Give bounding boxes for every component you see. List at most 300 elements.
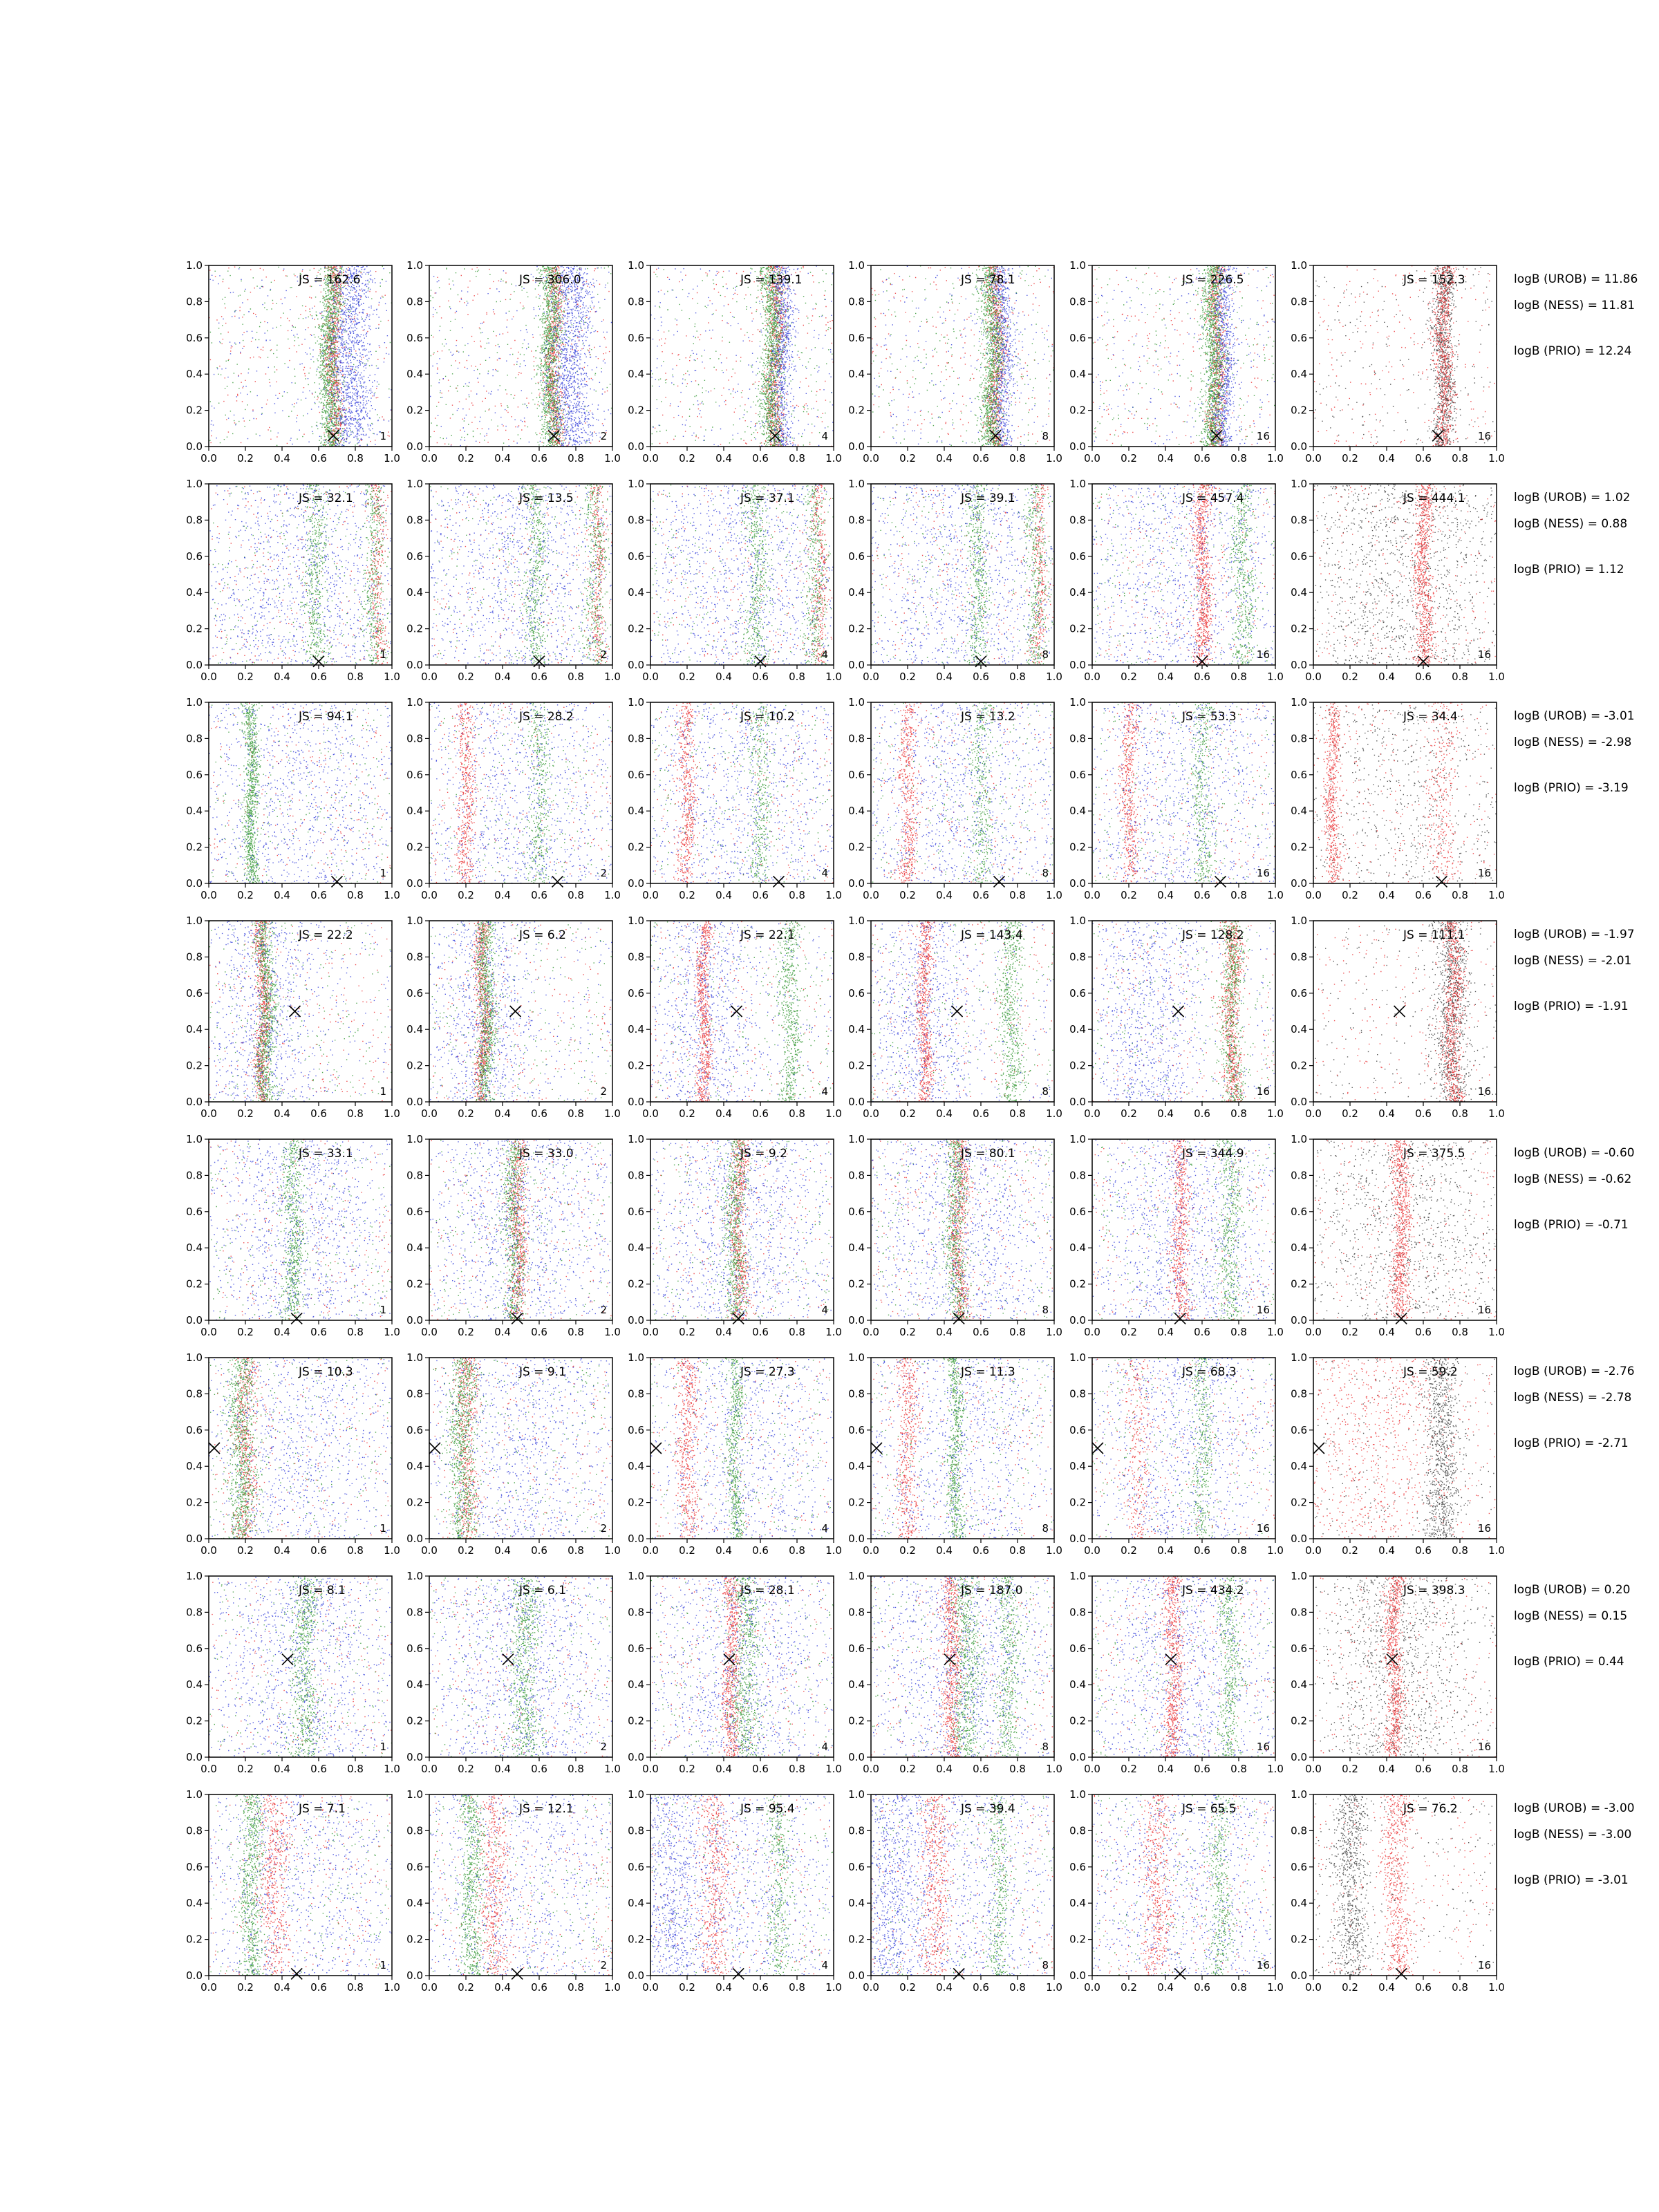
js-divergence-label: JS = 187.0 xyxy=(961,1584,1023,1597)
x-tick-label: 1.0 xyxy=(1267,1107,1284,1120)
panel-count-label: 2 xyxy=(600,1741,607,1753)
y-tick-label: 0.2 xyxy=(628,1933,644,1946)
x-tick-label: 0.2 xyxy=(679,671,695,683)
x-tick-label: 0.4 xyxy=(715,1326,732,1338)
y-tick-label: 0.2 xyxy=(1291,1714,1307,1727)
x-tick-label: 0.0 xyxy=(1084,1326,1100,1338)
y-tick-label: 0.6 xyxy=(1069,550,1086,563)
y-tick-label: 0.8 xyxy=(1069,1606,1086,1619)
panel-count-label: 4 xyxy=(821,1741,828,1753)
panel-background xyxy=(871,1139,1054,1320)
y-tick-label: 1.0 xyxy=(406,696,423,709)
y-tick-label: 0.4 xyxy=(186,1023,203,1036)
y-tick-label: 0.0 xyxy=(406,1096,423,1108)
y-tick-label: 0.4 xyxy=(406,368,423,381)
x-tick-label: 1.0 xyxy=(1046,1544,1062,1557)
y-tick-label: 0.2 xyxy=(1291,1496,1307,1509)
panel xyxy=(406,478,621,683)
x-tick-label: 0.0 xyxy=(421,1326,438,1338)
x-tick-label: 0.6 xyxy=(1415,1763,1432,1775)
y-tick-label: 0.8 xyxy=(628,732,644,745)
js-divergence-label: JS = 37.1 xyxy=(740,491,795,505)
log-bayes-factor-label: logB (NESS) = 0.15 xyxy=(1514,1609,1628,1623)
y-tick-label: 0.6 xyxy=(406,331,423,344)
y-tick-label: 0.2 xyxy=(848,1714,865,1727)
panel xyxy=(406,696,621,901)
y-tick-label: 0.2 xyxy=(186,1714,203,1727)
y-tick-label: 0.2 xyxy=(1069,1933,1086,1946)
y-tick-label: 0.0 xyxy=(628,440,644,453)
js-divergence-label: JS = 9.2 xyxy=(740,1147,787,1161)
x-tick-label: 0.0 xyxy=(1305,1326,1322,1338)
x-tick-label: 0.8 xyxy=(347,1763,364,1775)
log-bayes-factor-label: logB (PRIO) = -3.19 xyxy=(1514,781,1629,795)
x-tick-label: 0.6 xyxy=(973,452,989,465)
y-tick-label: 0.6 xyxy=(848,331,865,344)
x-tick-label: 1.0 xyxy=(825,1763,842,1775)
y-tick-label: 0.8 xyxy=(186,732,203,745)
x-tick-label: 1.0 xyxy=(1267,1763,1284,1775)
log-bayes-factor-label: logB (UROB) = 1.02 xyxy=(1514,491,1631,505)
panel xyxy=(406,259,621,465)
x-tick-label: 0.2 xyxy=(1121,1981,1137,1994)
y-tick-label: 0.4 xyxy=(848,1678,865,1691)
x-tick-label: 0.0 xyxy=(421,1107,438,1120)
x-tick-label: 0.6 xyxy=(1415,452,1432,465)
js-divergence-label: JS = 13.2 xyxy=(961,710,1015,724)
x-tick-label: 0.4 xyxy=(274,1326,290,1338)
x-tick-label: 1.0 xyxy=(1488,1107,1505,1120)
y-tick-label: 0.2 xyxy=(628,1059,644,1072)
x-tick-label: 0.2 xyxy=(1121,1326,1137,1338)
panel-count-label: 8 xyxy=(1042,648,1049,661)
y-tick-label: 0.4 xyxy=(1291,368,1307,381)
x-tick-label: 0.2 xyxy=(679,1544,695,1557)
panel-count-label: 16 xyxy=(1256,1085,1270,1098)
y-tick-label: 0.8 xyxy=(186,1387,203,1400)
y-tick-label: 0.0 xyxy=(1291,1314,1307,1327)
x-tick-label: 0.6 xyxy=(752,671,769,683)
y-tick-label: 1.0 xyxy=(186,478,203,490)
x-tick-label: 1.0 xyxy=(825,1981,842,1994)
panel xyxy=(1069,1570,1284,1775)
x-tick-label: 0.6 xyxy=(752,1981,769,1994)
x-tick-label: 0.0 xyxy=(200,1763,217,1775)
y-tick-label: 0.6 xyxy=(1291,1860,1307,1873)
y-tick-label: 0.6 xyxy=(1069,1642,1086,1655)
y-tick-label: 0.4 xyxy=(186,1241,203,1255)
x-tick-label: 0.4 xyxy=(1157,1107,1174,1120)
panel xyxy=(1291,696,1505,901)
y-tick-label: 0.4 xyxy=(1291,1897,1307,1910)
x-tick-label: 0.4 xyxy=(715,452,732,465)
x-tick-label: 0.4 xyxy=(274,889,290,901)
y-tick-label: 0.6 xyxy=(628,1205,644,1218)
panel-background xyxy=(209,484,392,665)
x-tick-label: 1.0 xyxy=(1267,889,1284,901)
y-tick-label: 1.0 xyxy=(1069,915,1086,927)
y-tick-label: 0.8 xyxy=(848,1824,865,1837)
js-divergence-label: JS = 139.1 xyxy=(740,273,803,287)
x-tick-label: 0.4 xyxy=(1378,452,1395,465)
log-bayes-factor-label: logB (NESS) = 11.81 xyxy=(1514,299,1635,312)
y-tick-label: 1.0 xyxy=(406,1570,423,1582)
y-tick-label: 0.0 xyxy=(628,1969,644,1982)
y-tick-label: 0.8 xyxy=(1069,295,1086,308)
x-tick-label: 0.8 xyxy=(789,1763,805,1775)
x-tick-label: 0.2 xyxy=(458,1326,474,1338)
x-tick-label: 0.6 xyxy=(1415,1544,1432,1557)
y-tick-label: 0.2 xyxy=(186,1277,203,1291)
x-tick-label: 0.0 xyxy=(1084,889,1100,901)
y-tick-label: 0.4 xyxy=(628,805,644,818)
x-tick-label: 0.8 xyxy=(1452,889,1468,901)
y-tick-label: 0.0 xyxy=(406,1751,423,1763)
panel-background xyxy=(871,265,1054,447)
panel xyxy=(848,1788,1062,1994)
log-bayes-factor-label: logB (UROB) = -3.00 xyxy=(1514,1801,1635,1815)
panel-background xyxy=(871,1358,1054,1539)
x-tick-label: 1.0 xyxy=(1046,452,1062,465)
x-tick-label: 0.0 xyxy=(863,452,879,465)
log-bayes-factor-label: logB (UROB) = -1.97 xyxy=(1514,928,1635,941)
y-tick-label: 0.2 xyxy=(406,1496,423,1509)
panel-count-label: 16 xyxy=(1256,867,1270,879)
x-tick-label: 0.2 xyxy=(1342,1981,1358,1994)
y-tick-label: 1.0 xyxy=(848,696,865,709)
x-tick-label: 0.4 xyxy=(1157,671,1174,683)
y-tick-label: 0.0 xyxy=(848,1314,865,1327)
x-tick-label: 0.0 xyxy=(1084,452,1100,465)
y-tick-label: 1.0 xyxy=(848,1133,865,1145)
x-tick-label: 0.4 xyxy=(936,1981,953,1994)
y-tick-label: 0.4 xyxy=(1069,368,1086,381)
x-tick-label: 0.6 xyxy=(973,1763,989,1775)
x-tick-label: 0.4 xyxy=(715,1981,732,1994)
y-tick-label: 1.0 xyxy=(1291,696,1307,709)
js-divergence-label: JS = 7.1 xyxy=(299,1802,346,1816)
js-divergence-label: JS = 65.5 xyxy=(1182,1802,1237,1816)
x-tick-label: 0.4 xyxy=(1157,1544,1174,1557)
x-tick-label: 0.0 xyxy=(200,889,217,901)
y-tick-label: 0.8 xyxy=(406,1169,423,1182)
panel xyxy=(1291,915,1505,1120)
x-tick-label: 0.0 xyxy=(1305,671,1322,683)
x-tick-label: 0.0 xyxy=(642,1107,659,1120)
y-tick-label: 0.0 xyxy=(848,659,865,671)
x-tick-label: 0.2 xyxy=(899,1107,916,1120)
y-tick-label: 0.4 xyxy=(848,586,865,599)
y-tick-label: 1.0 xyxy=(186,1788,203,1801)
x-tick-label: 0.4 xyxy=(274,1763,290,1775)
js-divergence-label: JS = 39.4 xyxy=(961,1802,1015,1816)
y-tick-label: 0.0 xyxy=(1291,877,1307,890)
log-bayes-factor-label: logB (UROB) = -0.60 xyxy=(1514,1146,1635,1160)
panel-background xyxy=(871,484,1054,665)
js-divergence-label: JS = 6.1 xyxy=(519,1584,566,1597)
x-tick-label: 0.8 xyxy=(568,1763,584,1775)
x-tick-label: 0.6 xyxy=(973,1326,989,1338)
y-tick-label: 0.0 xyxy=(628,659,644,671)
js-divergence-label: JS = 10.2 xyxy=(740,710,795,724)
x-tick-label: 0.0 xyxy=(421,1544,438,1557)
x-tick-label: 0.0 xyxy=(200,452,217,465)
y-tick-label: 0.6 xyxy=(848,768,865,781)
x-tick-label: 0.2 xyxy=(237,1544,254,1557)
y-tick-label: 0.6 xyxy=(1291,1205,1307,1218)
y-tick-label: 0.0 xyxy=(186,1096,203,1108)
panel-count-label: 16 xyxy=(1477,1304,1491,1316)
panel-count-label: 16 xyxy=(1477,430,1491,442)
js-divergence-label: JS = 8.1 xyxy=(299,1584,346,1597)
y-tick-label: 0.6 xyxy=(848,550,865,563)
panel-count-label: 16 xyxy=(1256,1522,1270,1535)
y-tick-label: 0.0 xyxy=(628,1751,644,1763)
js-divergence-label: JS = 398.3 xyxy=(1403,1584,1465,1597)
y-tick-label: 0.8 xyxy=(628,950,644,964)
x-tick-label: 0.2 xyxy=(237,1326,254,1338)
x-tick-label: 0.6 xyxy=(973,1981,989,1994)
x-tick-label: 0.2 xyxy=(458,671,474,683)
y-tick-label: 0.2 xyxy=(848,622,865,635)
x-tick-label: 0.6 xyxy=(531,452,547,465)
js-divergence-label: JS = 434.2 xyxy=(1182,1584,1244,1597)
y-tick-label: 1.0 xyxy=(186,696,203,709)
y-tick-label: 0.6 xyxy=(186,1205,203,1218)
x-tick-label: 0.4 xyxy=(494,1981,511,1994)
x-tick-label: 1.0 xyxy=(1267,452,1284,465)
y-tick-label: 0.4 xyxy=(186,1678,203,1691)
y-tick-label: 0.2 xyxy=(186,1059,203,1072)
y-tick-label: 0.6 xyxy=(1291,1642,1307,1655)
x-tick-label: 0.0 xyxy=(863,1981,879,1994)
y-tick-label: 0.4 xyxy=(848,805,865,818)
panel xyxy=(628,259,842,465)
y-tick-label: 0.0 xyxy=(848,1096,865,1108)
x-tick-label: 0.8 xyxy=(1452,1763,1468,1775)
x-tick-label: 0.8 xyxy=(789,452,805,465)
x-tick-label: 0.6 xyxy=(752,1107,769,1120)
js-divergence-label: JS = 143.4 xyxy=(961,928,1023,942)
panel-count-label: 16 xyxy=(1256,1304,1270,1316)
y-tick-label: 1.0 xyxy=(1069,1133,1086,1145)
y-tick-label: 0.4 xyxy=(186,1897,203,1910)
x-tick-label: 0.0 xyxy=(863,1326,879,1338)
y-tick-label: 0.8 xyxy=(406,950,423,964)
js-divergence-label: JS = 22.2 xyxy=(299,928,353,942)
y-tick-label: 0.8 xyxy=(1291,1169,1307,1182)
x-tick-label: 0.8 xyxy=(347,1326,364,1338)
y-tick-label: 1.0 xyxy=(186,1570,203,1582)
x-tick-label: 0.0 xyxy=(1084,1107,1100,1120)
x-tick-label: 1.0 xyxy=(604,889,621,901)
x-tick-label: 0.8 xyxy=(1230,1326,1247,1338)
y-tick-label: 0.6 xyxy=(406,1205,423,1218)
x-tick-label: 0.8 xyxy=(789,889,805,901)
x-tick-label: 1.0 xyxy=(384,889,400,901)
y-tick-label: 1.0 xyxy=(186,915,203,927)
panel-count-label: 16 xyxy=(1477,648,1491,661)
panel-background xyxy=(429,1358,612,1539)
y-tick-label: 0.8 xyxy=(406,514,423,527)
y-tick-label: 0.2 xyxy=(1069,404,1086,417)
y-tick-label: 0.0 xyxy=(406,1533,423,1545)
x-tick-label: 0.8 xyxy=(1452,452,1468,465)
log-bayes-factor-label: logB (NESS) = -0.62 xyxy=(1514,1172,1632,1186)
x-tick-label: 1.0 xyxy=(1488,452,1505,465)
y-tick-label: 0.4 xyxy=(628,586,644,599)
y-tick-label: 0.8 xyxy=(186,295,203,308)
x-tick-label: 0.4 xyxy=(936,452,953,465)
x-tick-label: 1.0 xyxy=(1488,1326,1505,1338)
y-tick-label: 1.0 xyxy=(628,696,644,709)
js-divergence-label: JS = 80.1 xyxy=(961,1147,1015,1161)
panel-background xyxy=(1092,1794,1275,1976)
x-tick-label: 0.0 xyxy=(1084,1981,1100,1994)
js-divergence-label: JS = 162.6 xyxy=(299,273,361,287)
y-tick-label: 0.0 xyxy=(1069,877,1086,890)
panel-count-label: 4 xyxy=(821,1522,828,1535)
x-tick-label: 1.0 xyxy=(825,1326,842,1338)
y-tick-label: 0.4 xyxy=(186,368,203,381)
panel-count-label: 2 xyxy=(600,1304,607,1316)
panel-count-label: 4 xyxy=(821,1085,828,1098)
panel xyxy=(186,1133,400,1338)
x-tick-label: 0.6 xyxy=(310,1763,327,1775)
y-tick-label: 0.4 xyxy=(628,1023,644,1036)
panel-count-label: 2 xyxy=(600,1522,607,1535)
x-tick-label: 0.6 xyxy=(1194,1107,1210,1120)
panel-background xyxy=(1092,265,1275,447)
y-tick-label: 0.8 xyxy=(628,514,644,527)
x-tick-label: 0.2 xyxy=(1121,452,1137,465)
x-tick-label: 0.2 xyxy=(899,889,916,901)
y-tick-label: 1.0 xyxy=(1069,478,1086,490)
y-tick-label: 0.0 xyxy=(1069,659,1086,671)
panel-count-label: 8 xyxy=(1042,867,1049,879)
x-tick-label: 0.0 xyxy=(200,1326,217,1338)
x-tick-label: 0.4 xyxy=(715,671,732,683)
x-tick-label: 0.8 xyxy=(568,671,584,683)
y-tick-label: 0.0 xyxy=(186,659,203,671)
panel-background xyxy=(1313,265,1497,447)
y-tick-label: 0.0 xyxy=(406,1969,423,1982)
x-tick-label: 0.0 xyxy=(642,452,659,465)
panel xyxy=(1291,1133,1505,1338)
x-tick-label: 0.8 xyxy=(789,1107,805,1120)
y-tick-label: 0.0 xyxy=(628,877,644,890)
y-tick-label: 0.2 xyxy=(406,1277,423,1291)
x-tick-label: 0.8 xyxy=(789,1326,805,1338)
panel-background xyxy=(1313,921,1497,1102)
panel-count-label: 1 xyxy=(379,648,386,661)
js-divergence-label: JS = 28.1 xyxy=(740,1584,795,1597)
x-tick-label: 1.0 xyxy=(1046,1107,1062,1120)
y-tick-label: 1.0 xyxy=(1069,1570,1086,1582)
panel xyxy=(848,1570,1062,1775)
y-tick-label: 0.0 xyxy=(186,1751,203,1763)
y-tick-label: 0.8 xyxy=(628,1169,644,1182)
x-tick-label: 0.6 xyxy=(752,889,769,901)
y-tick-label: 1.0 xyxy=(186,1351,203,1364)
panel-background xyxy=(429,1139,612,1320)
panel-background xyxy=(871,921,1054,1102)
js-divergence-label: JS = 53.3 xyxy=(1182,710,1237,724)
js-divergence-label: JS = 22.1 xyxy=(740,928,795,942)
y-tick-label: 0.2 xyxy=(186,1933,203,1946)
panel-count-label: 8 xyxy=(1042,1741,1049,1753)
y-tick-label: 0.6 xyxy=(1069,768,1086,781)
js-divergence-label: JS = 34.4 xyxy=(1403,710,1458,724)
y-tick-label: 0.6 xyxy=(848,1860,865,1873)
y-tick-label: 0.6 xyxy=(1291,550,1307,563)
panel xyxy=(1291,1788,1505,1994)
x-tick-label: 0.6 xyxy=(531,671,547,683)
panel xyxy=(628,1133,842,1338)
x-tick-label: 0.6 xyxy=(1194,1544,1210,1557)
x-tick-label: 0.8 xyxy=(1009,1107,1026,1120)
x-tick-label: 0.2 xyxy=(237,452,254,465)
y-tick-label: 0.2 xyxy=(406,1714,423,1727)
x-tick-label: 1.0 xyxy=(1046,671,1062,683)
y-tick-label: 0.8 xyxy=(406,1824,423,1837)
x-tick-label: 0.4 xyxy=(1378,1544,1395,1557)
x-tick-label: 1.0 xyxy=(1267,1544,1284,1557)
x-tick-label: 0.2 xyxy=(1342,452,1358,465)
y-tick-label: 0.0 xyxy=(186,1969,203,1982)
y-tick-label: 0.4 xyxy=(1069,805,1086,818)
x-tick-label: 0.6 xyxy=(752,1544,769,1557)
x-tick-label: 1.0 xyxy=(1046,1981,1062,1994)
js-divergence-label: JS = 444.1 xyxy=(1403,491,1465,505)
y-tick-label: 0.8 xyxy=(186,1169,203,1182)
y-tick-label: 0.2 xyxy=(848,841,865,854)
y-tick-label: 0.8 xyxy=(1069,1387,1086,1400)
x-tick-label: 0.4 xyxy=(936,889,953,901)
x-tick-label: 0.4 xyxy=(936,1544,953,1557)
js-divergence-label: JS = 111.1 xyxy=(1403,928,1465,942)
js-divergence-label: JS = 33.0 xyxy=(519,1147,574,1161)
x-tick-label: 0.8 xyxy=(347,1544,364,1557)
x-tick-label: 0.0 xyxy=(1084,671,1100,683)
y-tick-label: 0.6 xyxy=(406,1642,423,1655)
js-divergence-label: JS = 33.1 xyxy=(299,1147,353,1161)
y-tick-label: 0.6 xyxy=(186,1423,203,1436)
panel xyxy=(1069,259,1284,465)
x-tick-label: 0.8 xyxy=(789,1544,805,1557)
x-tick-label: 1.0 xyxy=(825,1107,842,1120)
y-tick-label: 0.2 xyxy=(848,404,865,417)
y-tick-label: 0.0 xyxy=(1069,440,1086,453)
js-divergence-label: JS = 152.3 xyxy=(1403,273,1465,287)
panel-count-label: 4 xyxy=(821,648,828,661)
y-tick-label: 1.0 xyxy=(406,478,423,490)
x-tick-label: 0.6 xyxy=(531,1981,547,1994)
y-tick-label: 1.0 xyxy=(628,1351,644,1364)
x-tick-label: 0.0 xyxy=(1305,889,1322,901)
x-tick-label: 0.8 xyxy=(347,1981,364,1994)
y-tick-label: 0.8 xyxy=(1291,1824,1307,1837)
y-tick-label: 0.0 xyxy=(406,1314,423,1327)
y-tick-label: 0.8 xyxy=(1291,1606,1307,1619)
x-tick-label: 0.2 xyxy=(899,1544,916,1557)
y-tick-label: 0.2 xyxy=(628,622,644,635)
x-tick-label: 0.4 xyxy=(494,889,511,901)
x-tick-label: 0.0 xyxy=(421,452,438,465)
x-tick-label: 1.0 xyxy=(1046,1326,1062,1338)
y-tick-label: 1.0 xyxy=(1291,1788,1307,1801)
y-tick-label: 1.0 xyxy=(628,915,644,927)
